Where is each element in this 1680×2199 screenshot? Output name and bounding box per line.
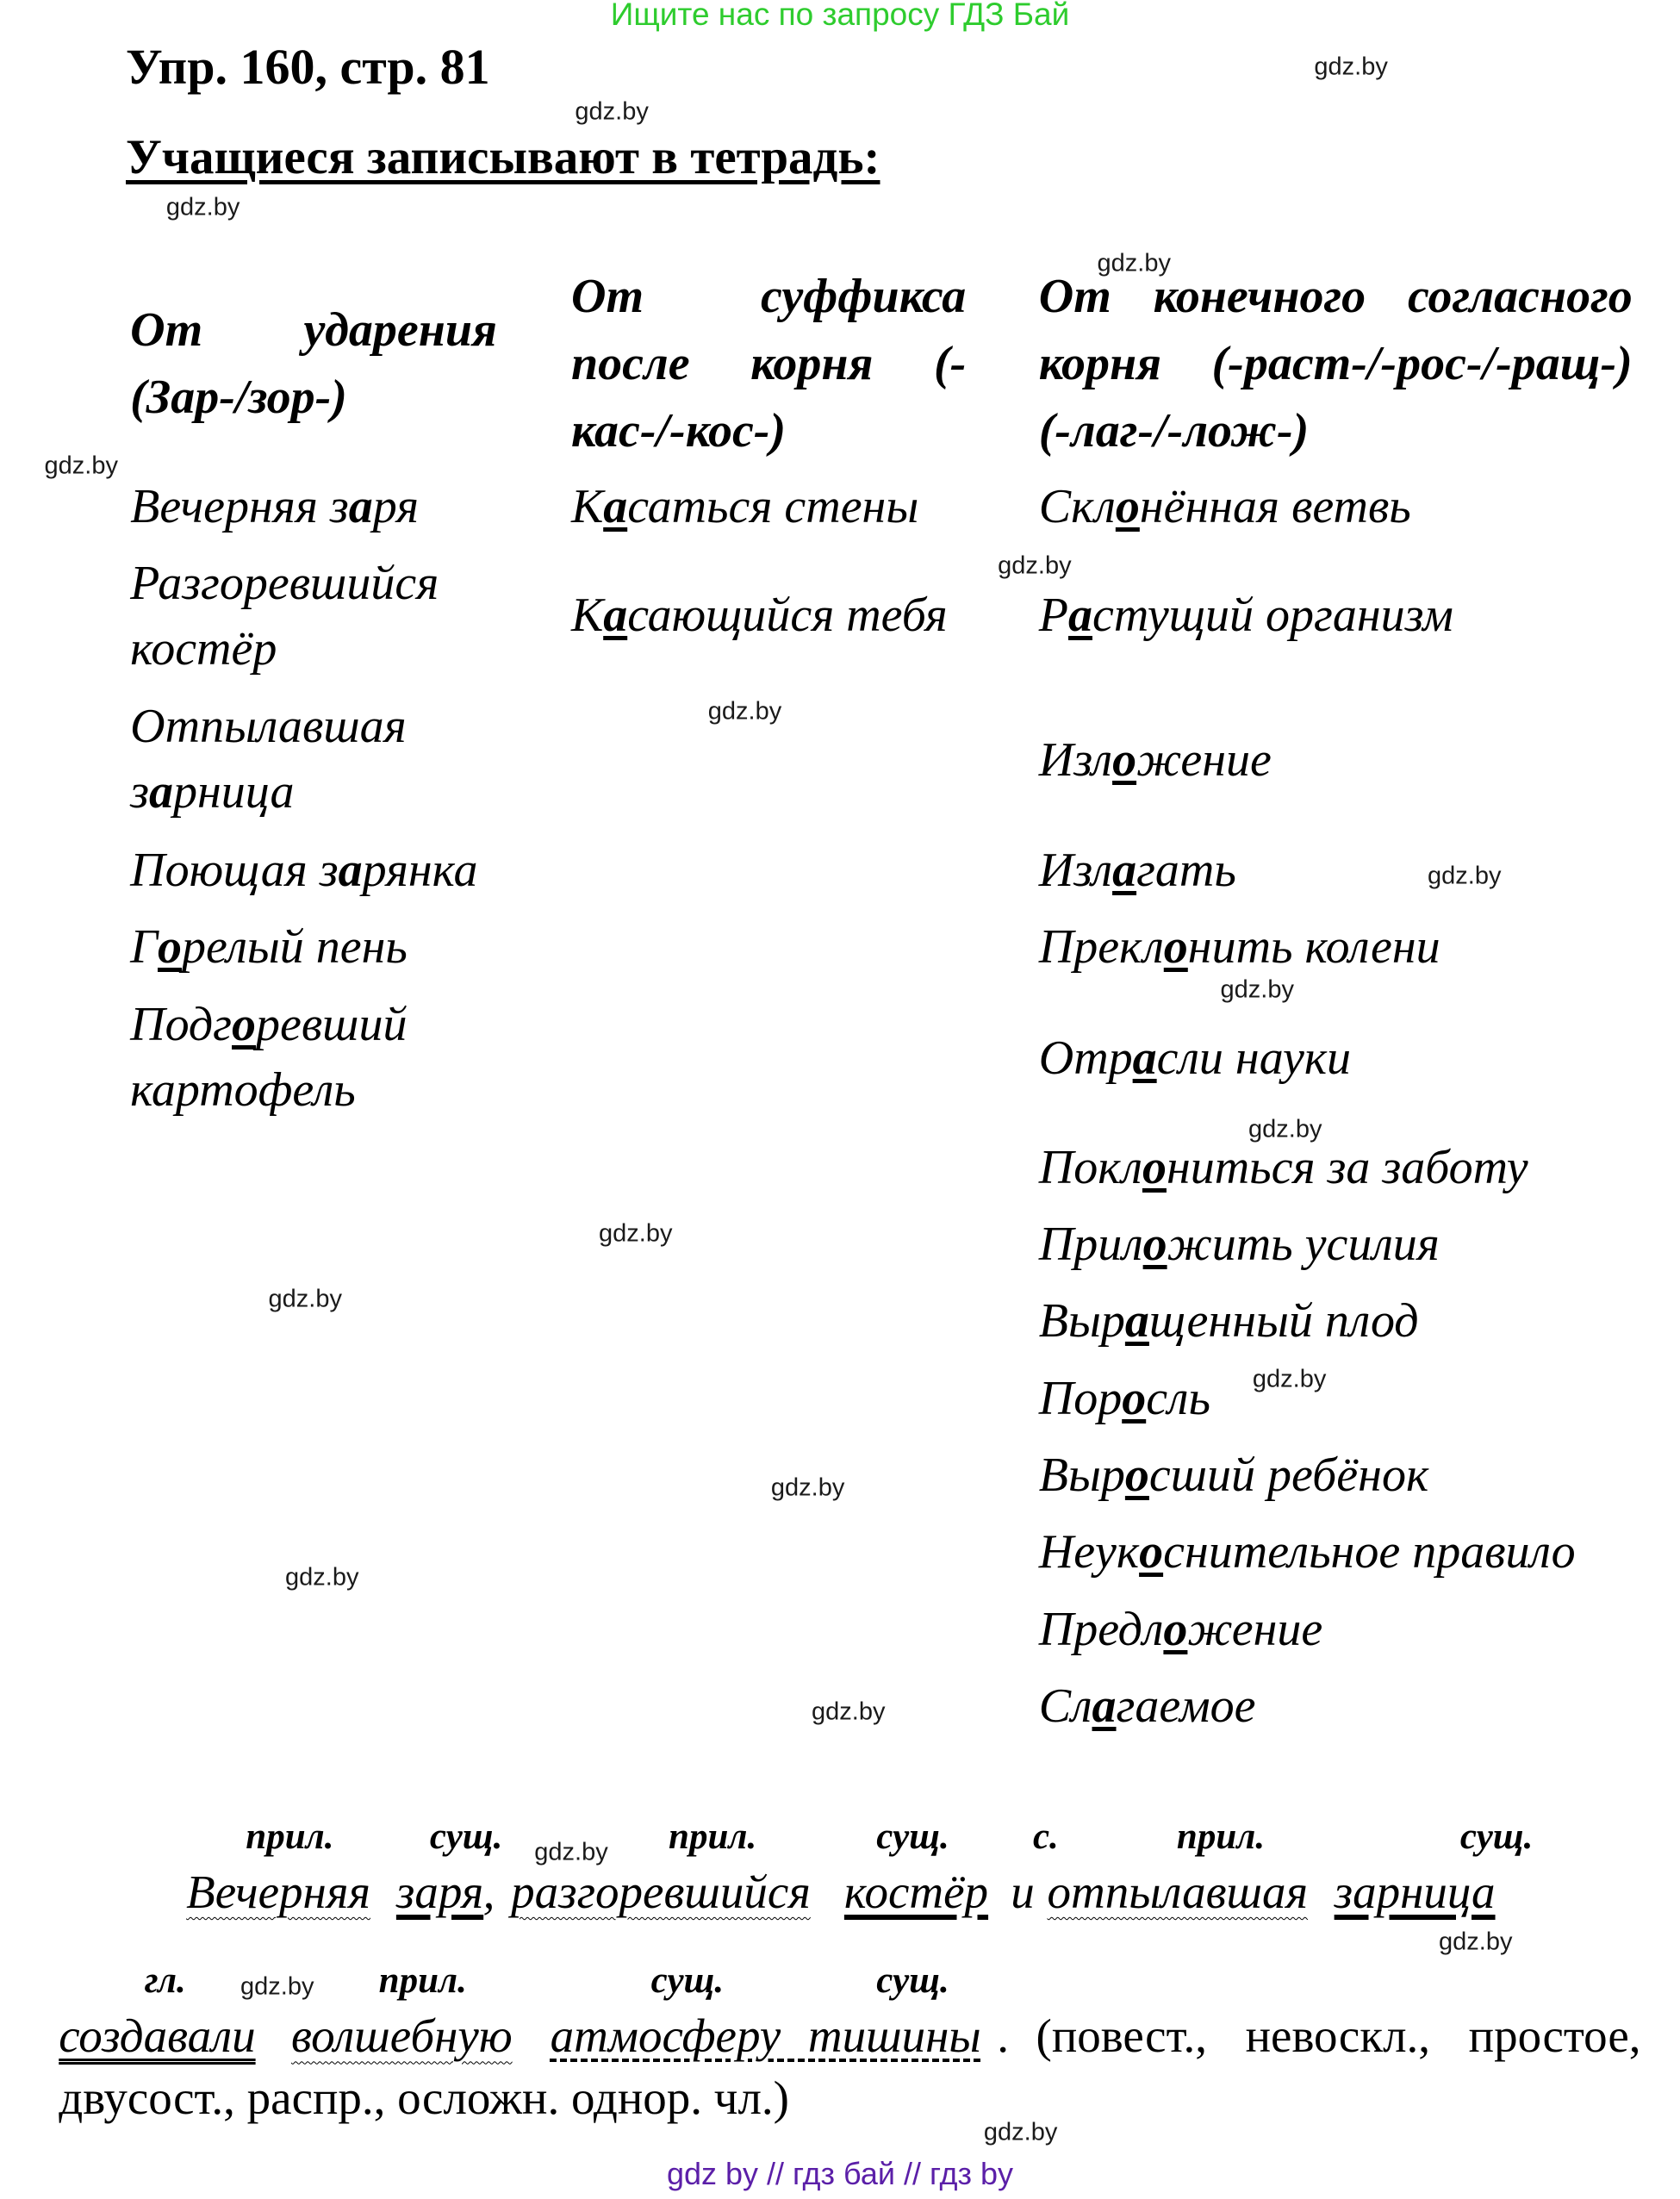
word-prefix: Изл — [1038, 732, 1113, 787]
word-suffix: сли науки — [1156, 1031, 1352, 1085]
word-prefix: К — [571, 479, 604, 533]
highlighted-vowel: а — [1132, 1031, 1157, 1085]
word-prefix: Прил — [1038, 1217, 1143, 1271]
watermark-text: gdz.by — [1428, 862, 1502, 890]
highlighted-vowel: а — [348, 479, 373, 533]
exercise-title: Упр. 160, стр. 81 — [126, 39, 490, 95]
word-line — [571, 479, 918, 534]
highlighted-vowel: о — [1112, 732, 1137, 787]
watermark-text: gdz.by — [240, 1972, 314, 2001]
word-suffix: стущий организм — [1092, 589, 1453, 643]
highlighted-vowel: а — [1124, 1294, 1149, 1349]
highlighted-vowel: о — [232, 997, 257, 1051]
part-of-speech-label: с. — [1032, 1816, 1059, 1857]
highlighted-vowel: о — [1142, 1140, 1167, 1194]
word-prefix: Поющая з — [130, 844, 339, 897]
highlighted-vowel: о — [1124, 1448, 1149, 1502]
column-header-line: От ударения — [130, 302, 497, 357]
word-line — [1039, 1031, 1351, 1086]
word-prefix: Г — [130, 920, 158, 975]
highlighted-vowel: а — [148, 765, 173, 819]
watermark-text: gdz.by — [1252, 1365, 1327, 1393]
part-of-speech-label: прил. — [1176, 1816, 1266, 1857]
word-line — [1039, 1602, 1323, 1657]
word-suffix: нить колени — [1187, 920, 1440, 975]
highlighted-vowel: а — [1112, 844, 1137, 897]
word-line — [130, 1062, 356, 1118]
word-suffix: релый пень — [181, 920, 408, 975]
word-prefix: Отпылавшая — [130, 699, 407, 753]
word-suffix: сль — [1146, 1371, 1210, 1425]
sentence-word: волшебную — [291, 2009, 513, 2063]
column-header-line: От суффикса — [571, 269, 967, 323]
part-of-speech-label: прил. — [246, 1816, 334, 1857]
watermark-text: gdz.by — [1097, 249, 1171, 277]
sentence-characteristics-cont: двусост., распр., осложн. однор. чл.) — [59, 2071, 789, 2124]
sentence-word: создавали — [59, 2009, 256, 2063]
word-line — [1039, 732, 1272, 788]
highlighted-vowel: о — [1115, 479, 1140, 533]
watermark-text: gdz.by — [575, 97, 649, 126]
column-header-line: корня (-раст-/-рос-/-ращ-) — [1038, 336, 1633, 390]
part-of-speech-label: гл. — [144, 1960, 186, 2002]
word-line — [130, 556, 439, 611]
highlighted-vowel: а — [338, 844, 363, 897]
sentence-word: разгоревшийся — [511, 1865, 811, 1918]
word-line — [1039, 1217, 1440, 1272]
watermark-text: gdz.by — [770, 1473, 845, 1502]
word-prefix: Выр — [1038, 1294, 1125, 1349]
column-header-line: после корня (- — [571, 336, 967, 390]
highlighted-vowel: а — [1092, 1679, 1117, 1734]
word-suffix: саться стены — [627, 479, 919, 533]
word-line — [571, 588, 948, 643]
word-prefix: Выр — [1038, 1448, 1125, 1502]
word-line — [130, 919, 408, 975]
watermark-text: gdz.by — [268, 1285, 342, 1313]
watermark-text: gdz.by — [1248, 1115, 1322, 1143]
word-prefix: Подг — [130, 997, 233, 1051]
word-prefix: Сл — [1038, 1679, 1092, 1734]
word-line — [130, 479, 419, 534]
word-line — [1039, 1293, 1419, 1349]
column-header-line: (-лаг-/-лож-) — [1038, 403, 1310, 458]
part-of-speech-label: прил. — [378, 1960, 467, 2002]
word-prefix: Неук — [1038, 1525, 1140, 1579]
part-of-speech-label: сущ. — [876, 1960, 949, 2002]
word-suffix: ниться за заботу — [1166, 1140, 1528, 1194]
word-suffix: нённая ветвь — [1139, 479, 1411, 533]
highlighted-vowel: а — [1067, 589, 1092, 643]
word-suffix: гать — [1136, 844, 1236, 897]
watermark-text: gdz.by — [812, 1698, 886, 1726]
word-line — [1039, 588, 1453, 643]
sentence-word: и — [1011, 1865, 1035, 1918]
word-suffix: ря — [372, 479, 420, 533]
part-of-speech-label: сущ. — [1459, 1816, 1534, 1857]
sentence-word: . — [998, 2009, 1011, 2063]
word-line — [1039, 1524, 1576, 1579]
word-prefix: Прекл — [1038, 920, 1164, 975]
word-suffix: гаемое — [1116, 1679, 1256, 1734]
part-of-speech-label: сущ. — [429, 1816, 503, 1857]
word-prefix: Отр — [1038, 1031, 1133, 1085]
word-suffix: жение — [1136, 732, 1272, 787]
search-banner[interactable]: Ищите нас по запросу ГДЗ Бай — [610, 0, 1070, 32]
sentence-word: костёр — [843, 1865, 989, 1918]
watermark-text: gdz.by — [983, 2118, 1058, 2146]
word-suffix: жение — [1187, 1602, 1323, 1656]
highlighted-vowel: о — [1142, 1217, 1167, 1271]
section-subtitle: Учащиеся записывают в тетрадь: — [126, 130, 880, 184]
word-suffix: снительное правило — [1163, 1525, 1576, 1579]
column-header-line: От конечного согласного — [1038, 269, 1633, 323]
watermark-text: gdz.by — [707, 697, 782, 725]
watermark-text: gdz.by — [165, 193, 240, 221]
word-prefix: Изл — [1038, 844, 1113, 897]
sentence-word: , — [482, 1865, 495, 1918]
footer-links[interactable]: gdz by // гдз бай // гдз by — [666, 2156, 1014, 2191]
word-line — [1039, 479, 1411, 534]
watermark-text: gdz.by — [1439, 1928, 1513, 1956]
part-of-speech-label: сущ. — [650, 1960, 725, 2002]
word-suffix: ревший — [256, 997, 408, 1051]
word-suffix: жить усилия — [1167, 1217, 1440, 1271]
word-prefix: К — [571, 589, 604, 643]
sentence-word: заря — [395, 1865, 484, 1918]
sentence-word: отпылавшая — [1047, 1865, 1309, 1918]
word-prefix: картофель — [130, 1063, 356, 1118]
word-line — [130, 764, 294, 819]
word-line — [130, 997, 407, 1052]
watermark-text: gdz.by — [1220, 975, 1294, 1004]
word-line — [1039, 1448, 1428, 1503]
watermark-text: gdz.by — [285, 1563, 359, 1592]
sentence-word: зарница — [1334, 1865, 1496, 1918]
sentence-word: атмосферу тишины — [550, 2009, 981, 2063]
part-of-speech-label: прил. — [669, 1816, 757, 1857]
word-suffix: рянка — [362, 844, 478, 897]
word-suffix: щенный плод — [1148, 1294, 1419, 1349]
word-line — [130, 843, 477, 898]
word-prefix: Р — [1038, 589, 1068, 643]
word-prefix: Предл — [1038, 1602, 1164, 1656]
highlighted-vowel: а — [603, 589, 628, 643]
watermark-text: gdz.by — [44, 452, 118, 480]
word-prefix: з — [130, 765, 149, 819]
word-prefix: костёр — [130, 622, 277, 676]
part-of-speech-label: сущ. — [876, 1816, 949, 1857]
word-line — [130, 621, 277, 676]
column-header-line: кас-/-кос-) — [571, 403, 787, 458]
word-prefix: Скл — [1038, 479, 1116, 533]
highlighted-vowel: о — [157, 920, 182, 975]
word-line — [1039, 1371, 1210, 1426]
word-suffix: сший ребёнок — [1148, 1448, 1429, 1502]
column-header-line: (Зар-/зор-) — [130, 370, 347, 424]
sentence-word: Вечерняя — [186, 1865, 370, 1918]
word-line — [1039, 919, 1440, 975]
word-line — [1039, 1679, 1256, 1734]
watermark-text: gdz.by — [599, 1219, 673, 1248]
sentence-characteristics: (повест., невоскл., простое, — [1036, 2009, 1641, 2063]
word-prefix: Разгоревшийся — [130, 556, 439, 610]
highlighted-vowel: о — [1139, 1525, 1164, 1579]
word-prefix: Покл — [1038, 1140, 1142, 1194]
watermark-text: gdz.by — [1314, 53, 1388, 81]
word-line — [1039, 1140, 1528, 1195]
highlighted-vowel: о — [1122, 1371, 1147, 1425]
word-line — [1039, 843, 1236, 898]
highlighted-vowel: о — [1163, 920, 1188, 975]
highlighted-vowel: а — [603, 479, 628, 533]
word-suffix: сающийся тебя — [627, 589, 948, 643]
word-prefix: Пор — [1038, 1371, 1123, 1425]
watermark-text: gdz.by — [998, 551, 1072, 579]
word-prefix: Вечерняя з — [130, 479, 349, 533]
highlighted-vowel: о — [1163, 1602, 1188, 1656]
watermark-text: gdz.by — [534, 1838, 608, 1866]
word-line — [130, 699, 407, 754]
word-suffix: рница — [172, 765, 295, 819]
